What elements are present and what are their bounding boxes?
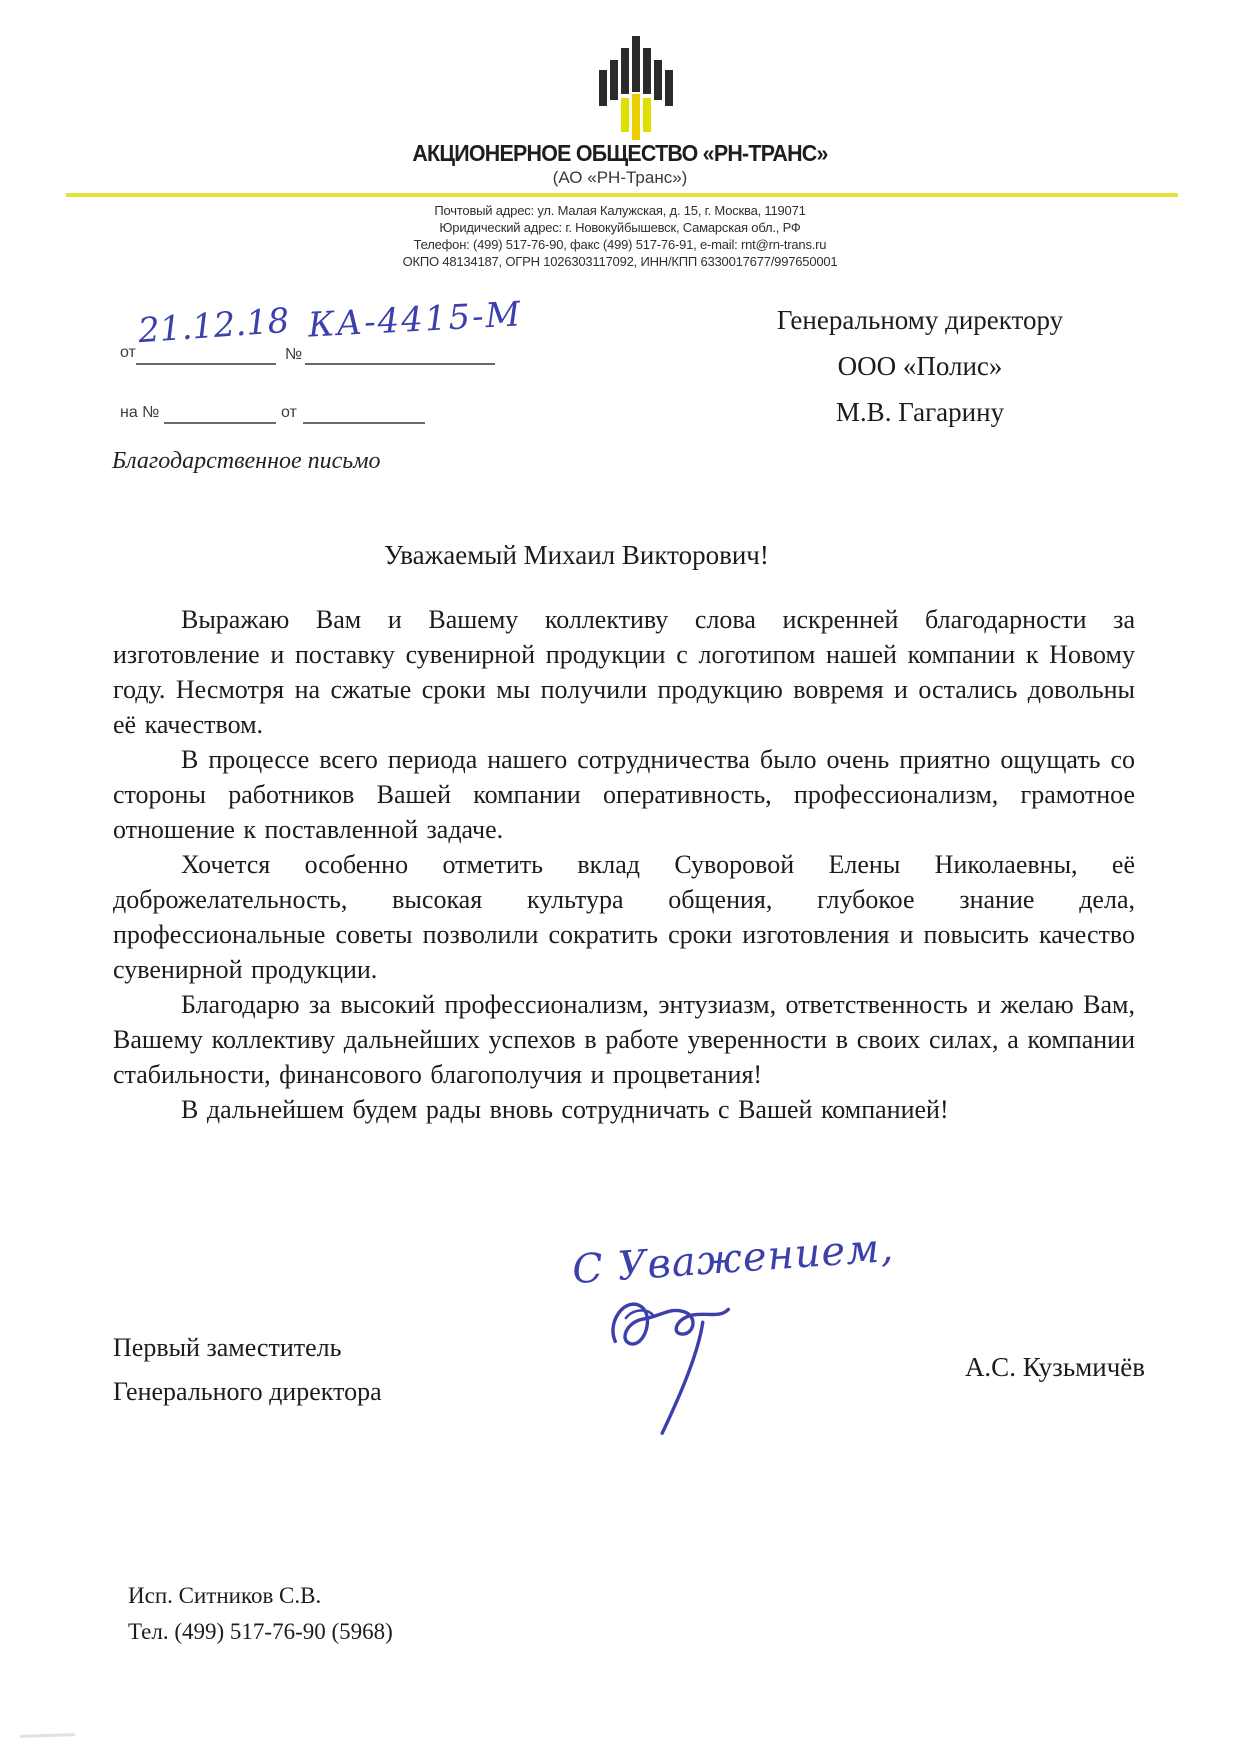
registration-line: ОКПО 48134187, ОГРН 1026303117092, ИНН/КПП 6330017677/997650001 xyxy=(402,254,838,269)
ref-date-underline xyxy=(136,362,276,365)
signer-name: А.С. Кузьмичёв xyxy=(964,1352,1145,1382)
ref-from-label: от xyxy=(120,344,136,361)
letterhead-address-block xyxy=(0,202,1240,270)
body-paragraph: В дальнейшем будем рады вновь сотрудничать с Вашей компанией! xyxy=(181,1095,949,1124)
signature-scribble xyxy=(600,1286,750,1446)
salutation: Уважаемый Михаил Викторович! xyxy=(384,540,769,570)
company-short-name: (АО «РН-Транс») xyxy=(552,168,688,187)
body-paragraph: Благодарю за высокий профессионализм, энтузиазм, ответственность и желаю Вам, Вашему коллективу дальнейших успехов в работе уверенности в своих силах, а компании стабильности, финансового благополучия и процветания! xyxy=(113,990,1135,1089)
letterhead-accent-line xyxy=(66,193,1178,197)
handwritten-date: 21.12.18 xyxy=(136,300,291,352)
recipient-name: М.В. Гагарину xyxy=(835,397,1005,427)
ref-number-label: № xyxy=(285,346,303,363)
ref-number-underline xyxy=(305,362,495,365)
reply-ot-label: от xyxy=(281,404,297,421)
handwritten-number: КА-4415-М xyxy=(307,294,524,346)
handwritten-closing: С Уважением, xyxy=(570,1224,896,1294)
recipient-position: Генеральному директору xyxy=(776,305,1064,335)
reply-date-underline xyxy=(303,421,425,424)
signer-position-line2: Генерального директора xyxy=(113,1377,382,1406)
letter-body xyxy=(113,602,1135,1127)
body-paragraph: Выражаю Вам и Вашему коллективу слова искренней благодарности за изготовление и поставку сувенирной продукции с логотипом нашей компании к Новому году. Несмотря на сжатые сроки мы получили продукцию вовремя и остались довольны её качеством. xyxy=(113,605,1135,739)
legal-address: Юридический адрес: г. Новокуйбышевск, Самарская обл., РФ xyxy=(439,220,801,235)
body-paragraph: Хочется особенно отметить вклад Суворовой Елены Николаевны, её доброжелательность, высокая культура общения, глубокое знание дела, профессиональные советы позволили сократить сроки изготовления и повысить качество сувенирной продукции. xyxy=(113,850,1135,984)
recipient-company: ООО «Полис» xyxy=(837,351,1003,381)
executor-phone: Тел. (499) 517-76-90 (5968) xyxy=(128,1619,393,1644)
reply-number-underline xyxy=(164,421,276,424)
recipient-block xyxy=(690,297,1150,435)
executor-block xyxy=(128,1578,393,1650)
rn-trans-logo-icon xyxy=(598,36,676,142)
company-name: АКЦИОНЕРНОЕ ОБЩЕСТВО «РН-ТРАНС» xyxy=(412,140,828,166)
body-paragraph: В процессе всего периода нашего сотрудничества было очень приятно ощущать со стороны работников Вашей компании оперативность, профессионализм, грамотное отношение к поставленной задаче. xyxy=(113,745,1135,844)
executor-name: Исп. Ситников С.В. xyxy=(128,1583,322,1608)
signer-position-block xyxy=(113,1326,382,1414)
contacts-line: Телефон: (499) 517-76-90, факс (499) 517-76-91, e-mail: rnt@rn-trans.ru xyxy=(413,237,827,252)
postal-address: Почтовый адрес: ул. Малая Калужская, д. 15, г. Москва, 119071 xyxy=(434,203,806,218)
letter-subject: Благодарственное письмо xyxy=(112,448,381,474)
signer-position-line1: Первый заместитель xyxy=(113,1333,342,1362)
scan-artifact xyxy=(20,1733,75,1738)
reply-na-label: на № xyxy=(120,404,160,421)
